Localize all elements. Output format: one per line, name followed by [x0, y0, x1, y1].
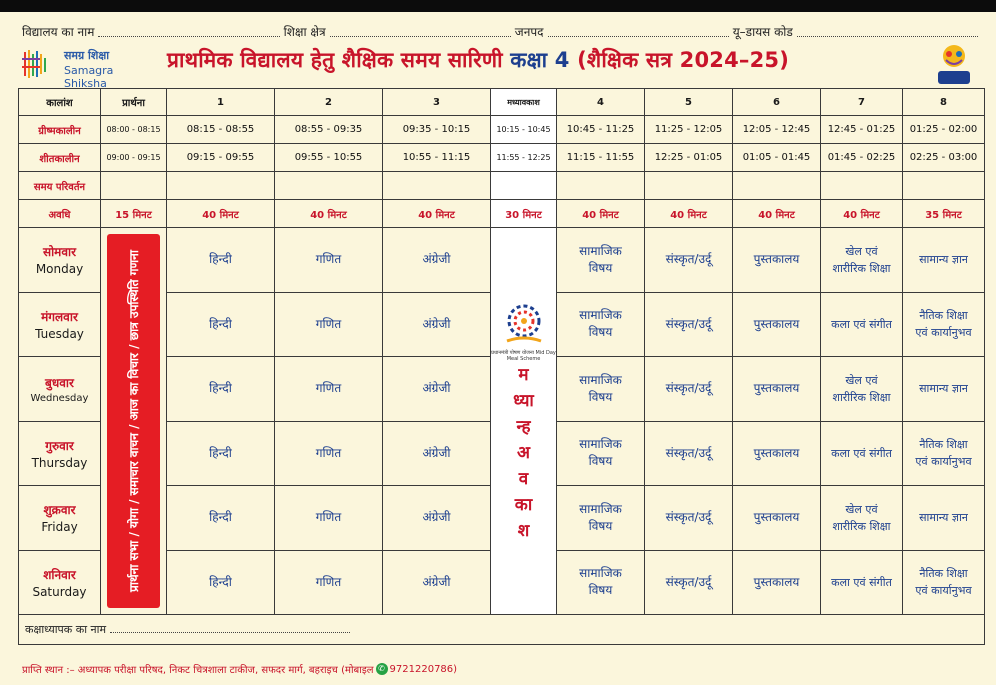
- logo-hindi: समग्र शिक्षा: [64, 49, 110, 62]
- subject-cell: [557, 486, 645, 551]
- title-main: प्राथमिक विद्यालय हेतु शैक्षिक समय सारिणी: [167, 48, 503, 72]
- winter-time: 09:55 - 10:55: [275, 144, 383, 172]
- subject-cell: गणित: [275, 421, 383, 486]
- logo-english: Samagra Shiksha: [64, 64, 114, 90]
- prayer-cell: [101, 228, 167, 615]
- winter-time: 10:55 - 11:15: [383, 144, 491, 172]
- subject-cell: [557, 228, 645, 293]
- whatsapp-icon: ✆: [376, 663, 388, 675]
- change-row: [19, 172, 985, 200]
- subject-cell: गणित: [275, 550, 383, 615]
- subject-cell: पुस्तकालय: [733, 357, 821, 422]
- subject-line: सामाजिक: [579, 566, 622, 581]
- title-session: (शैक्षिक सत्र 2024–25): [577, 48, 790, 72]
- footer: [22, 660, 982, 678]
- subject-cell: पुस्तकालय: [733, 486, 821, 551]
- subject-line: विषय: [588, 260, 613, 275]
- col-p1: 1: [167, 89, 275, 116]
- col-p5: 5: [645, 89, 733, 116]
- duration-label: अवधि: [19, 200, 101, 228]
- winter-time: 11:55 - 12:25: [491, 144, 557, 172]
- subject-line: शारीरिक शिक्षा: [832, 261, 891, 275]
- recess-char: श: [517, 520, 530, 541]
- subject-line: कला एवं संगीत: [831, 446, 892, 460]
- mdm-caption: प्रधानमंत्री पोषण योजना Mid Day Meal Scheme: [491, 349, 556, 362]
- top-border: [0, 0, 996, 12]
- class-teacher-label: कक्षाध्यापक का नाम: [25, 623, 107, 636]
- winter-time: 02:25 - 03:00: [903, 144, 985, 172]
- subject-cell: [557, 292, 645, 357]
- page-title: [167, 46, 789, 74]
- subject-cell: [903, 292, 985, 357]
- change-cell[interactable]: [491, 172, 557, 200]
- summer-row: [19, 116, 985, 144]
- prayer-wrap: [101, 228, 166, 614]
- subject-cell: [903, 421, 985, 486]
- duration-value: 40 मिनट: [821, 200, 903, 228]
- day-cell: [19, 228, 101, 293]
- duration-value: 15 मिनट: [101, 200, 167, 228]
- summer-time: 08:00 - 08:15: [101, 116, 167, 144]
- subject-line: एवं कार्यानुभव: [915, 584, 972, 598]
- subject-cell: [557, 421, 645, 486]
- summer-time: 10:15 - 10:45: [491, 116, 557, 144]
- subject-line: कला एवं संगीत: [831, 575, 892, 589]
- subject-cell: हिन्दी: [167, 550, 275, 615]
- subject-cell: संस्कृत/उर्दू: [645, 486, 733, 551]
- subject-cell: संस्कृत/उर्दू: [645, 550, 733, 615]
- subject-line: खेल एवं: [845, 244, 878, 258]
- udise-label: यू–डायस कोड: [732, 24, 793, 39]
- subject-cell: गणित: [275, 292, 383, 357]
- day-english: Monday: [35, 262, 84, 277]
- title-class: कक्षा 4: [510, 48, 570, 72]
- subject-cell: हिन्दी: [167, 292, 275, 357]
- subject-cell: [903, 550, 985, 615]
- subject-cell: [557, 550, 645, 615]
- summer-time: 12:45 - 01:25: [821, 116, 903, 144]
- education-area-label: शिक्षा क्षेत्र: [283, 24, 326, 39]
- subject-line: नैतिक शिक्षा: [919, 438, 968, 452]
- subject-line: सामान्य ज्ञान: [919, 253, 968, 267]
- subject-line: सामाजिक: [579, 243, 622, 258]
- col-recess: मध्यावकाश: [491, 89, 557, 116]
- subject-cell: हिन्दी: [167, 421, 275, 486]
- subject-cell: [821, 550, 903, 615]
- subject-line: सामान्य ज्ञान: [919, 511, 968, 525]
- footer-phone: 9721220786: [389, 663, 454, 675]
- recess-char: म: [518, 364, 529, 385]
- duration-value: 40 मिनट: [733, 200, 821, 228]
- subject-line: सामाजिक: [579, 308, 622, 323]
- recess-cell: [491, 228, 557, 615]
- subject-cell: [903, 357, 985, 422]
- col-p4: 4: [557, 89, 645, 116]
- subject-line: शारीरिक शिक्षा: [832, 390, 891, 404]
- recess-char: का: [514, 494, 533, 515]
- day-cell: [19, 486, 101, 551]
- recess-char: व: [518, 468, 529, 489]
- subject-cell: [821, 421, 903, 486]
- header-row: [19, 89, 985, 116]
- subject-line: नैतिक शिक्षा: [919, 567, 968, 581]
- day-hindi: मंगलवार: [41, 309, 78, 324]
- subject-line: शारीरिक शिक्षा: [832, 519, 891, 533]
- change-cell[interactable]: [557, 172, 645, 200]
- day-hindi: सोमवार: [42, 245, 77, 260]
- subject-line: विषय: [588, 518, 613, 533]
- district-line[interactable]: [548, 26, 729, 37]
- subject-cell: [903, 486, 985, 551]
- footer-suffix: ): [453, 663, 458, 675]
- day-english: Thursday: [31, 455, 88, 470]
- day-cell: [19, 421, 101, 486]
- winter-time: 11:15 - 11:55: [557, 144, 645, 172]
- class-teacher-row: [19, 615, 985, 645]
- subject-line: खेल एवं: [845, 502, 878, 516]
- subject-cell: [903, 228, 985, 293]
- day-cell: [19, 357, 101, 422]
- day-english: Saturday: [32, 584, 87, 599]
- subject-cell: गणित: [275, 357, 383, 422]
- duration-value: 40 मिनट: [557, 200, 645, 228]
- summer-time: 08:55 - 09:35: [275, 116, 383, 144]
- subject-cell: पुस्तकालय: [733, 550, 821, 615]
- subject-cell: अंग्रेजी: [383, 357, 491, 422]
- duration-value: 30 मिनट: [491, 200, 557, 228]
- col-p7: 7: [821, 89, 903, 116]
- winter-time: 01:45 - 02:25: [821, 144, 903, 172]
- col-p2: 2: [275, 89, 383, 116]
- summer-time: 10:45 - 11:25: [557, 116, 645, 144]
- duration-value: 40 मिनट: [383, 200, 491, 228]
- day-english: Tuesday: [35, 326, 84, 341]
- school-fields: [22, 20, 982, 42]
- duration-value: 40 मिनट: [275, 200, 383, 228]
- subject-cell: [821, 292, 903, 357]
- day-cell: [19, 550, 101, 615]
- summer-time: 09:35 - 10:15: [383, 116, 491, 144]
- winter-time: 09:15 - 09:55: [167, 144, 275, 172]
- subject-cell: हिन्दी: [167, 228, 275, 293]
- summer-time: 12:05 - 12:45: [733, 116, 821, 144]
- day-english: Wednesday: [30, 392, 89, 404]
- col-kalansh: कालांश: [19, 89, 101, 116]
- header: [22, 42, 982, 90]
- subject-line: खेल एवं: [845, 373, 878, 387]
- udise-line[interactable]: [797, 26, 978, 37]
- summer-time: 01:25 - 02:00: [903, 116, 985, 144]
- change-cell[interactable]: [275, 172, 383, 200]
- subject-line: एवं कार्यानुभव: [915, 326, 972, 340]
- recess-char: न्ह: [516, 416, 531, 437]
- subject-cell: [821, 228, 903, 293]
- district-label: जनपद: [514, 24, 544, 39]
- subject-cell: गणित: [275, 228, 383, 293]
- day-cell: [19, 292, 101, 357]
- day-hindi: शनिवार: [43, 567, 76, 582]
- subject-cell: संस्कृत/उर्दू: [645, 357, 733, 422]
- subject-line: सामाजिक: [579, 372, 622, 387]
- school-name-line[interactable]: [98, 26, 279, 37]
- subject-line: एवं कार्यानुभव: [915, 455, 972, 469]
- winter-time: 09:00 - 09:15: [101, 144, 167, 172]
- change-cell[interactable]: [821, 172, 903, 200]
- subject-cell: संस्कृत/उर्दू: [645, 292, 733, 357]
- subject-line: नैतिक शिक्षा: [919, 309, 968, 323]
- subject-cell: संस्कृत/उर्दू: [645, 228, 733, 293]
- day-english: Friday: [41, 520, 78, 535]
- duration-value: 40 मिनट: [645, 200, 733, 228]
- winter-time: 01:05 - 01:45: [733, 144, 821, 172]
- subject-cell: अंग्रेजी: [383, 228, 491, 293]
- summer-time: 08:15 - 08:55: [167, 116, 275, 144]
- col-p8: 8: [903, 89, 985, 116]
- winter-row: [19, 144, 985, 172]
- recess-char: ध्या: [513, 390, 534, 411]
- subject-cell: अंग्रेजी: [383, 486, 491, 551]
- day-hindi: बुधवार: [45, 375, 74, 390]
- day-row-monday: [19, 228, 985, 293]
- class-teacher-line[interactable]: [110, 622, 350, 633]
- prayer-box: [107, 234, 160, 608]
- nipun-logo: [934, 42, 974, 86]
- change-cell[interactable]: [101, 172, 167, 200]
- subject-cell: [557, 357, 645, 422]
- duration-row: [19, 200, 985, 228]
- col-prayer: प्रार्थना: [101, 89, 167, 116]
- day-hindi: गुरुवार: [45, 438, 74, 453]
- subject-cell: [821, 357, 903, 422]
- subject-line: विषय: [588, 325, 613, 340]
- samagra-logo-icon: [22, 48, 58, 80]
- timetable-grid: [18, 88, 985, 645]
- subject-cell: संस्कृत/उर्दू: [645, 421, 733, 486]
- day-hindi: शुक्रवार: [43, 503, 76, 518]
- duration-value: 35 मिनट: [903, 200, 985, 228]
- summer-time: 11:25 - 12:05: [645, 116, 733, 144]
- subject-cell: हिन्दी: [167, 357, 275, 422]
- subject-cell: पुस्तकालय: [733, 421, 821, 486]
- prayer-text: प्रार्थना सभा / योगा / समाचार वाचन / आज का विचार / छात्र उपस्थिति गणना: [126, 250, 141, 592]
- winter-label: शीतकालीन: [19, 144, 101, 172]
- change-cell[interactable]: [167, 172, 275, 200]
- change-label: समय परिवर्तन: [19, 172, 101, 200]
- nipun-bharat-icon: [934, 42, 974, 86]
- summer-label: ग्रीष्मकालीन: [19, 116, 101, 144]
- class-teacher-cell: [19, 615, 985, 645]
- subject-line: कला एवं संगीत: [831, 317, 892, 331]
- subject-line: विषय: [588, 583, 613, 598]
- subject-line: विषय: [588, 389, 613, 404]
- footer-address: प्राप्ति स्थान :– अध्यापक परीक्षा परिषद, निकट चित्रशाला टाकीज, सफदर मार्ग, बहराइच (मोबाइल: [22, 665, 374, 676]
- samagra-shiksha-logo: [22, 46, 157, 90]
- change-cell[interactable]: [383, 172, 491, 200]
- subject-line: सामाजिक: [579, 437, 622, 452]
- recess-char: अ: [517, 442, 530, 463]
- col-p3: 3: [383, 89, 491, 116]
- subject-line: विषय: [588, 454, 613, 469]
- change-cell[interactable]: [903, 172, 985, 200]
- col-p6: 6: [733, 89, 821, 116]
- subject-cell: अंग्रेजी: [383, 421, 491, 486]
- subject-cell: पुस्तकालय: [733, 228, 821, 293]
- subject-cell: गणित: [275, 486, 383, 551]
- mid-day-meal-logo: [499, 299, 549, 349]
- subject-cell: अंग्रेजी: [383, 292, 491, 357]
- subject-line: सामान्य ज्ञान: [919, 382, 968, 396]
- education-area-line[interactable]: [330, 26, 511, 37]
- duration-value: 40 मिनट: [167, 200, 275, 228]
- change-cell[interactable]: [645, 172, 733, 200]
- subject-cell: पुस्तकालय: [733, 292, 821, 357]
- school-name-label: विद्यालय का नाम: [22, 24, 95, 39]
- winter-time: 12:25 - 01:05: [645, 144, 733, 172]
- subject-line: सामाजिक: [579, 501, 622, 516]
- change-cell[interactable]: [733, 172, 821, 200]
- subject-cell: हिन्दी: [167, 486, 275, 551]
- subject-cell: अंग्रेजी: [383, 550, 491, 615]
- subject-cell: [821, 486, 903, 551]
